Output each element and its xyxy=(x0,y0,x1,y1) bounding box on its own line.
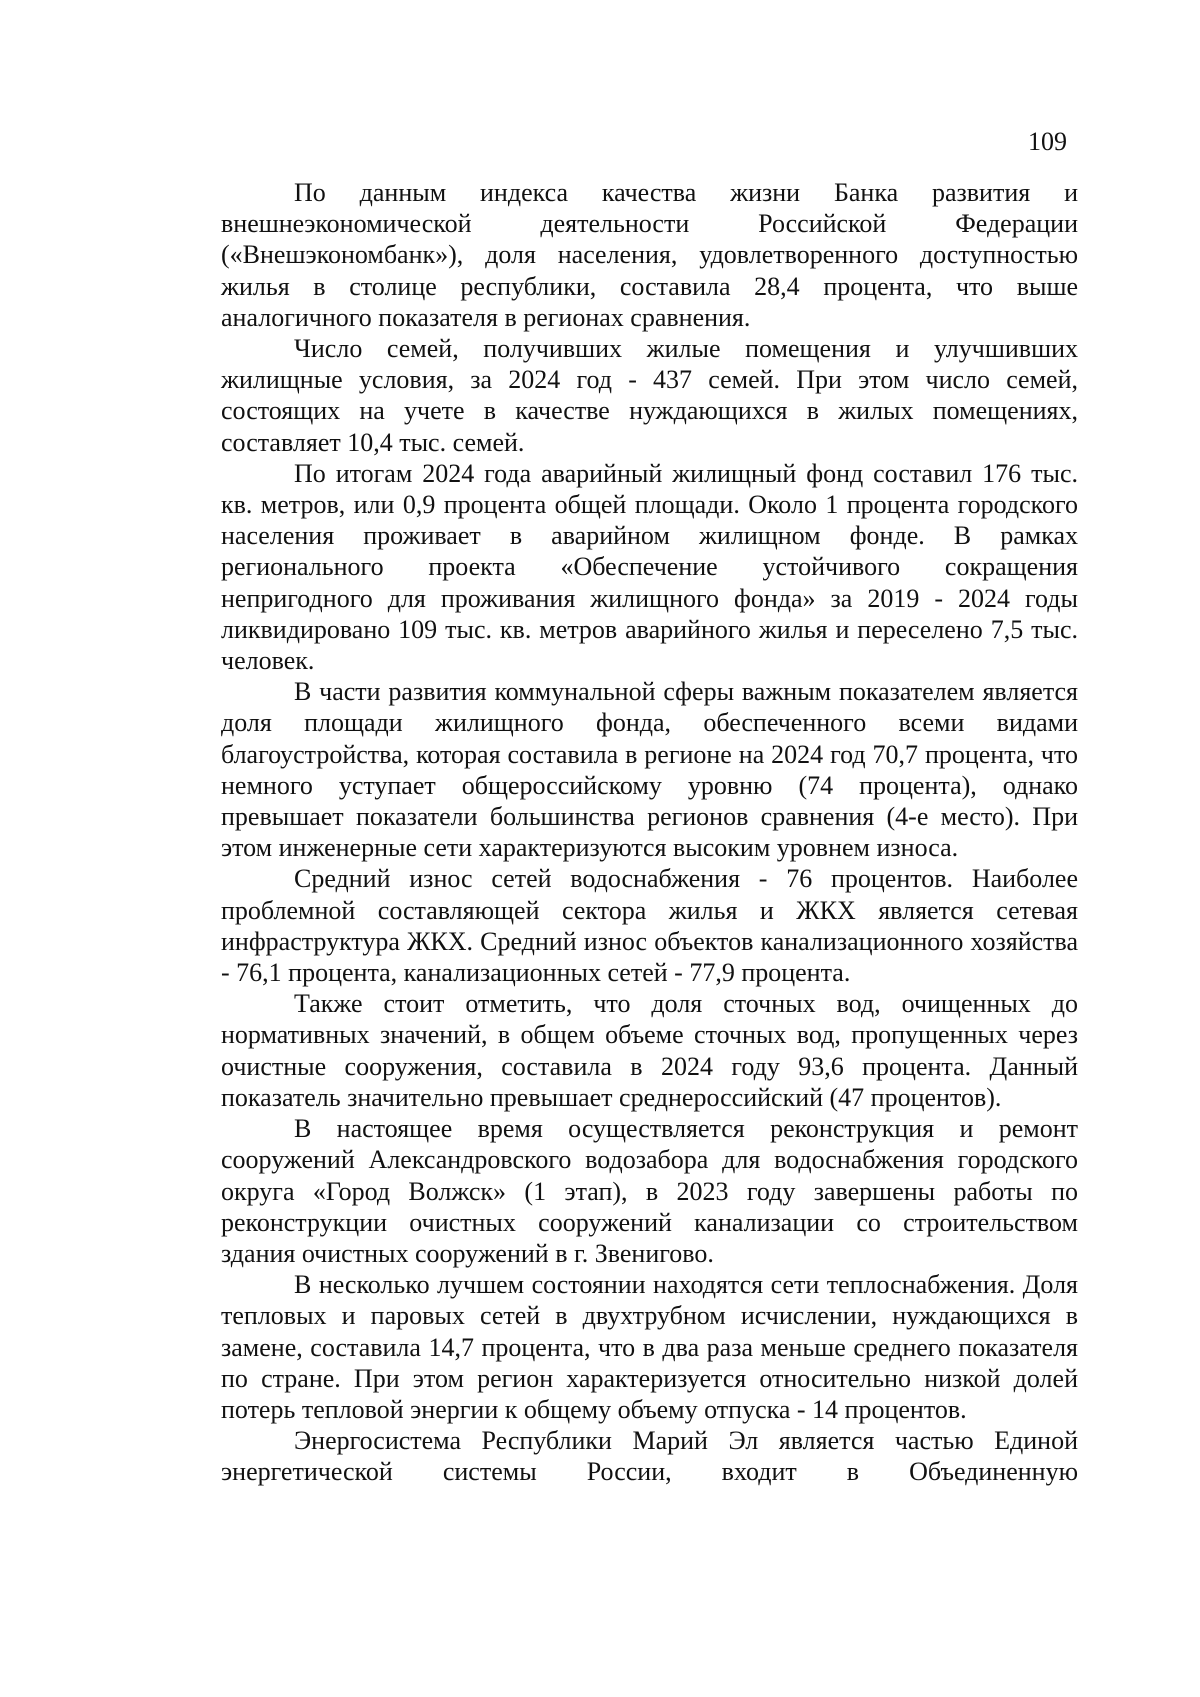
paragraph: Число семей, получивших жилые помещения и улучшивших жилищные условия, за 2024 год - 437 семей. При этом число семей, состоящих на учете в качестве нуждающихся в жилых помещениях, составляет 10,4 тыс. семей. xyxy=(221,334,1078,457)
paragraph: В настоящее время осуществляется реконструкция и ремонт сооружений Александровского водозабора для водоснабжения городского округа «Город Волжск» (1 этап), в 2023 году завершены работы по реконструкции очистных сооружений канализации со строительством здания очистных сооружений в г. Звенигово. xyxy=(221,1114,1078,1268)
paragraph: Также стоит отметить, что доля сточных вод, очищенных до нормативных значений, в общем объеме сточных вод, пропущенных через очистные сооружения, составила в 2024 году 93,6 процента. Данный показатель значительно превышает среднероссийский (47 процентов). xyxy=(221,989,1078,1112)
paragraph: В части развития коммунальной сферы важным показателем является доля площади жилищного фонда, обеспеченного всеми видами благоустройства, которая составила в регионе на 2024 год 70,7 процента, что немного уступает общероссийскому уровню (74 процента), однако превышает показатели большинства регионов сравнения (4-е место). При этом инженерные сети характеризуются высоким уровнем износа. xyxy=(221,677,1078,863)
paragraph: По данным индекса качества жизни Банка развития и внешнеэкономической деятельности Российской Федерации («Внешэкономбанк»), доля населения, удовлетворенного доступностью жилья в столице республики, составила 28,4 процента, что выше аналогичного показателя в регионах сравнения. xyxy=(221,178,1078,332)
paragraph: Средний износ сетей водоснабжения - 76 процентов. Наиболее проблемной составляющей сектора жилья и ЖКХ является сетевая инфраструктура ЖКХ. Средний износ объектов канализационного хозяйства - 76,1 процента, канализационных сетей - 77,9 процента. xyxy=(221,864,1078,988)
paragraph: По итогам 2024 года аварийный жилищный фонд составил 176 тыс. кв. метров, или 0,9 процента общей площади. Около 1 процента городского населения проживает в аварийном жилищном фонде. В рамках регионального проекта «Обеспечение устойчивого сокращения непригодного для проживания жилищного фонда» за 2019 - 2024 годы ликвидировано 109 тыс. кв. метров аварийного жилья и переселено 7,5 тыс. человек. xyxy=(221,458,1078,676)
paragraph-continued: Энергосистема Республики Марий Эл является частью Единой энергетической системы России, входит в Объединенную xyxy=(221,1426,1078,1487)
page-number: 109 xyxy=(1028,127,1067,156)
paragraph: В несколько лучшем состоянии находятся сети теплоснабжения. Доля тепловых и паровых сетей в двухтрубном исчислении, нуждающихся в замене, составила 14,7 процента, что в два раза меньше среднего показателя по стране. При этом регион характеризуется относительно низкой долей потерь тепловой энергии к общему объему отпуска - 14 процентов. xyxy=(221,1270,1078,1424)
document-body xyxy=(221,177,1078,1488)
